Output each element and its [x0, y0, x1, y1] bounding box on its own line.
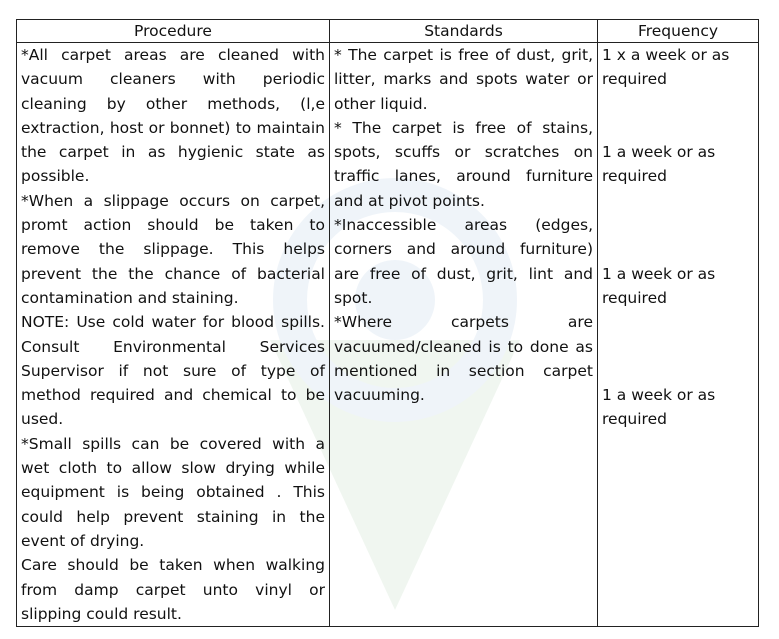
frequency-entry: 1 a week or as required [602, 143, 716, 186]
frequency-cell [598, 43, 759, 627]
standard-paragraph: *Where carpets are vacuumed/cleaned is to done as mentioned in section carpet vacuuming. [334, 313, 593, 405]
standards-cell [330, 43, 598, 627]
table-header-row [17, 20, 759, 43]
procedure-paragraph: *When a slippage occurs on carpet, promt action should be taken to remove the slippage. This helps prevent the the chance of bacterial contamination and staining. [21, 191, 325, 307]
header-frequency: Frequency [598, 20, 759, 43]
standard-paragraph: *Inaccessible areas (edges, corners and around furniture) are free of dust, grit, lint and spot. [334, 216, 593, 307]
procedure-cell [17, 43, 330, 627]
standard-paragraph: * The carpet is free of stains, spots, scuffs or scratches on traffic lanes, around furniture and at pivot points. [334, 118, 593, 210]
frequency-entry: 1 x a week or as required [602, 46, 730, 89]
standard-paragraph: * The carpet is free of dust, grit, litter, marks and spots water or other liquid. [334, 46, 593, 113]
procedure-note: NOTE: Use cold water for blood spills. Consult Environmental Services Supervisor if not sure of type of method required and chemical to be used. [21, 313, 325, 429]
procedure-paragraph: *Small spills can be covered with a wet cloth to allow slow drying while equipment is being obtained . This could help prevent staining in the event of drying. [21, 434, 325, 550]
table-row [17, 43, 759, 627]
procedure-paragraph: *All carpet areas are cleaned with vacuum cleaners with periodic cleaning by other methods, (l,e extraction, host or bonnet) to maintain the carpet in as hygienic state as possible. [21, 46, 325, 186]
header-standards: Standards [330, 20, 598, 43]
procedure-paragraph: Care should be taken when walking from damp carpet unto vinyl or slipping could result. [21, 556, 325, 623]
procedures-table [16, 19, 759, 627]
frequency-entry: 1 a week or as required [602, 264, 716, 307]
frequency-entry: 1 a week or as required [602, 386, 716, 429]
header-procedure: Procedure [17, 20, 330, 43]
